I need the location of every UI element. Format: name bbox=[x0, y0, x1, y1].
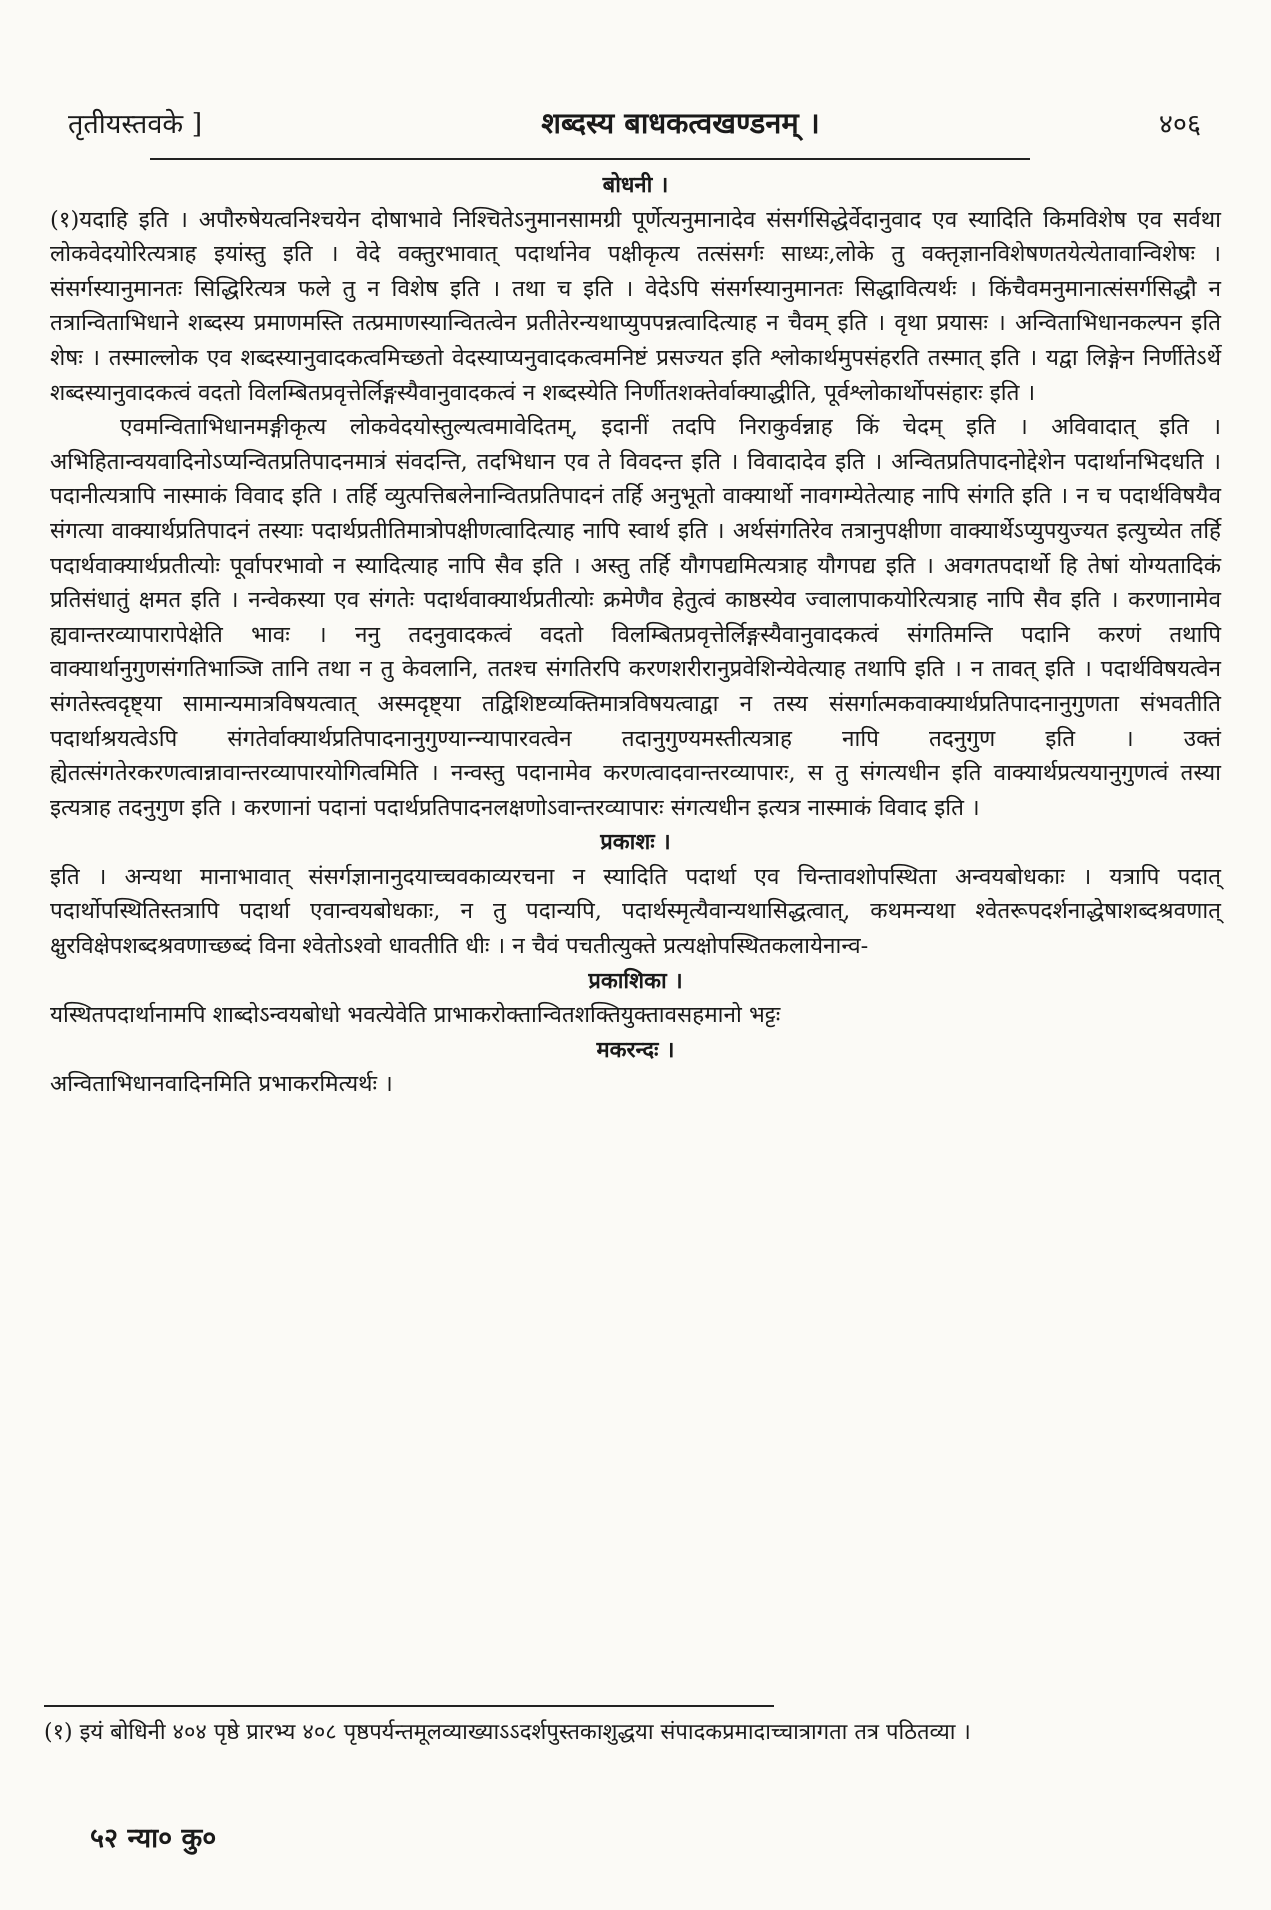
signature-mark: ५२ न्या० कु० bbox=[90, 1823, 217, 1854]
prakasha-paragraph: इति । अन्यथा मानाभावात् संसर्गज्ञानानुदयाच्चवकाव्यरचना न स्यादिति पदार्था एव चिन्तावशोपस्थिता अन्वयबोधकाः । यत्रापि पदात् पदार्थोपस्थितिस्तत्रापि पदार्था एवान्वयबोधकाः, न तु पदान्यपि, पदार्थस्मृत्यैवान्यथासिद्धत्वात्, कथमन्यथा श्वेतरूपदर्शनाद्धेषाशब्दश्रवणात् क्षुरविक्षेपशब्दश्रवणाच्छब्दं विना श्वेतोऽश्वो धावतीति धीः । न चैवं पचतीत्युक्ते प्रत्यक्षोपस्थितकलायेनान्व- bbox=[50, 863, 1221, 960]
page-number: ४०६ bbox=[1158, 108, 1201, 140]
makaranda-paragraph: अन्विताभिधानवादिनमिति प्रभाकरमित्यर्थः । bbox=[50, 1071, 393, 1098]
page-body bbox=[50, 168, 1221, 1102]
section-title-prakasha: प्रकाशः । bbox=[600, 829, 671, 856]
header-rule bbox=[150, 158, 1030, 160]
section-title-prakashika: प्रकाशिका । bbox=[588, 967, 683, 994]
running-head-left: तृतीयस्तवके ] bbox=[68, 108, 203, 140]
bodhani-paragraph-2: एवमन्विताभिधानमङ्गीकृत्य लोकवेदयोस्तुल्यत्वमावेदितम्, इदानीं तदपि निराकुर्वन्नाह किं चेदम् इति । अविवादात् इति । अभिहितान्वयवादिनोऽप्यन्वितप्रतिपादनमात्रं संवदन्ति, तदभिधान एव ते विवदन्त इति । विवादादेव इति । अन्वितप्रतिपादनोद्देशेन पदार्थानभिदधति । पदानीत्यत्रापि नास्माकं विवाद इति । तर्हि व्युत्पत्तिबलेनान्वितप्रतिपादनं तर्हि अनुभूतो वाक्यार्थो नावगम्येतेत्याह नापि संगति इति । न च पदार्थविषयैव संगत्या वाक्यार्थप्रतिपादनं तस्याः पदार्थप्रतीतिमात्रोपक्षीणत्वादित्याह नापि स्वार्थ इति । अर्थसंगतिरेव तत्रानुपक्षीणा वाक्यार्थेऽप्युपयुज्यत इत्युच्येत तर्हि पदार्थवाक्यार्थप्रतीत्योः पूर्वापरभावो न स्यादित्याह नापि सैव इति । अस्तु तर्हि यौगपद्यमित्यत्राह यौगपद्य इति । अवगतपदार्थो हि तेषां योग्यतादिकं प्रतिसंधातुं क्षमत इति । नन्वेकस्या एव संगतेः पदार्थवाक्यार्थप्रतीत्योः क्रमेणैव हेतुत्वं काष्ठस्येव ज्वालापाकयोरित्यत्राह नापि सैव इति । करणानामेव ह्यवान्तरव्यापारापेक्षेति भावः । ननु तदनुवादकत्वं वदतो विलम्बितप्रवृत्तेर्लिङ्गस्यैवानुवादकत्वं संगतिमन्ति पदानि करणं तथापि वाक्यार्थानुगुणसंगतिभाञ्जि तानि तथा न तु केवलानि, ततश्च संगतिरपि करणशरीरानुप्रवेशिन्येवेत्याह तथापि इति । न तावत् इति । पदार्थविषयत्वेन संगतेस्त्वदृष्ट्या सामान्यमात्रविषयत्वात् अस्मदृष्ट्या तद्विशिष्टव्यक्तिमात्रविषयत्वाद्वा न तस्य संसर्गात्मकवाक्यार्थप्रतिपादनानुगुणता संभवतीति पदार्थाश्रयत्वेऽपि संगतेर्वाक्यार्थप्रतिपादनानुगुण्यान्न्यापारवत्वेन तदानुगुण्यमस्तीत्यत्राह नापि तदनुगुण इति । उक्तं ह्येतत्संगतेरकरणत्वान्नावान्तरव्यापारयोगित्वमिति । नन्वस्तु पदानामेव करणत्वादवान्तरव्यापारः, स तु संगत्यधीन इति वाक्यार्थप्रत्ययानुगुणत्वं तस्या इत्यत्राह तदनुगुण इति । करणानां पदानां पदार्थप्रतिपादनलक्षणोऽवान्तरव्यापारः संगत्यधीन इत्यत्र नास्माकं विवाद इति । bbox=[50, 414, 1221, 821]
section-title-bodhani: बोधनी । bbox=[602, 172, 669, 198]
section-title-makaranda: मकरन्दः । bbox=[596, 1036, 675, 1063]
footnote: (१) इयं बोधिनी ४०४ पृष्ठे प्रारभ्य ४०८ पृष्ठपर्यन्तमूलव्याख्याऽऽदर्शपुस्तकाशुद्धया संपादकप्रमादाच्चात्रागता तत्र पठितव्या । bbox=[44, 1720, 971, 1745]
footnote-rule bbox=[44, 1705, 774, 1707]
running-head bbox=[68, 100, 1201, 144]
prakashika-paragraph: यस्थितपदार्थानामपि शाब्दोऽन्वयबोधो भवत्येवेति प्राभाकरोक्तान्वितशक्तियुक्तावसहमानो भट्टः bbox=[50, 1002, 781, 1029]
running-head-title: शब्दस्य बाधकत्वखण्डनम् । bbox=[541, 105, 820, 140]
bodhani-paragraph-1: (१)यदाहि इति । अपौरुषेयत्वनिश्चयेन दोषाभावे निश्चितेऽनुमानसामग्री पूर्णेत्यनुमानादेव संसर्गसिद्धेर्वेदानुवाद एव स्यादिति किमविशेष एव सर्वथा लोकवेदयोरित्यत्राह इयांस्तु इति । वेदे वक्तुरभावात् पदार्थानेव पक्षीकृत्य तत्संसर्गः साध्यः,लोके तु वक्तृज्ञानविशेषणतयेत्येतावान्विशेषः । संसर्गस्यानुमानतः सिद्धिरित्यत्र फले तु न विशेष इति । तथा च इति । वेदेऽपि संसर्गस्यानुमानतः सिद्धावित्यर्थः । किंचैवमनुमानात्संसर्गसिद्धौ न तत्रान्विताभिधाने शब्दस्य प्रमाणमस्ति तत्प्रमाणस्यान्वितत्वेन प्रतीतेरन्यथाप्युपपन्नत्वादित्याह न चैवम् इति । वृथा प्रयासः । अन्विताभिधानकल्पन इति शेषः । तस्माल्लोक एव शब्दस्यानुवादकत्वमिच्छतो वेदस्याप्यनुवादकत्वमनिष्टं प्रसज्यत इति श्लोकार्थमुपसंहरति तस्मात् इति । यद्वा लिङ्गेन निर्णीतेऽर्थे शब्दस्यानुवादकत्वं वदतो विलम्बितप्रवृत्तेर्लिङ्गस्यैवानुवादकत्वं न शब्दस्येति निर्णीतशक्तेर्वाक्याद्धीति, पूर्वश्लोकार्थोपसंहारः इति । bbox=[50, 206, 1221, 406]
